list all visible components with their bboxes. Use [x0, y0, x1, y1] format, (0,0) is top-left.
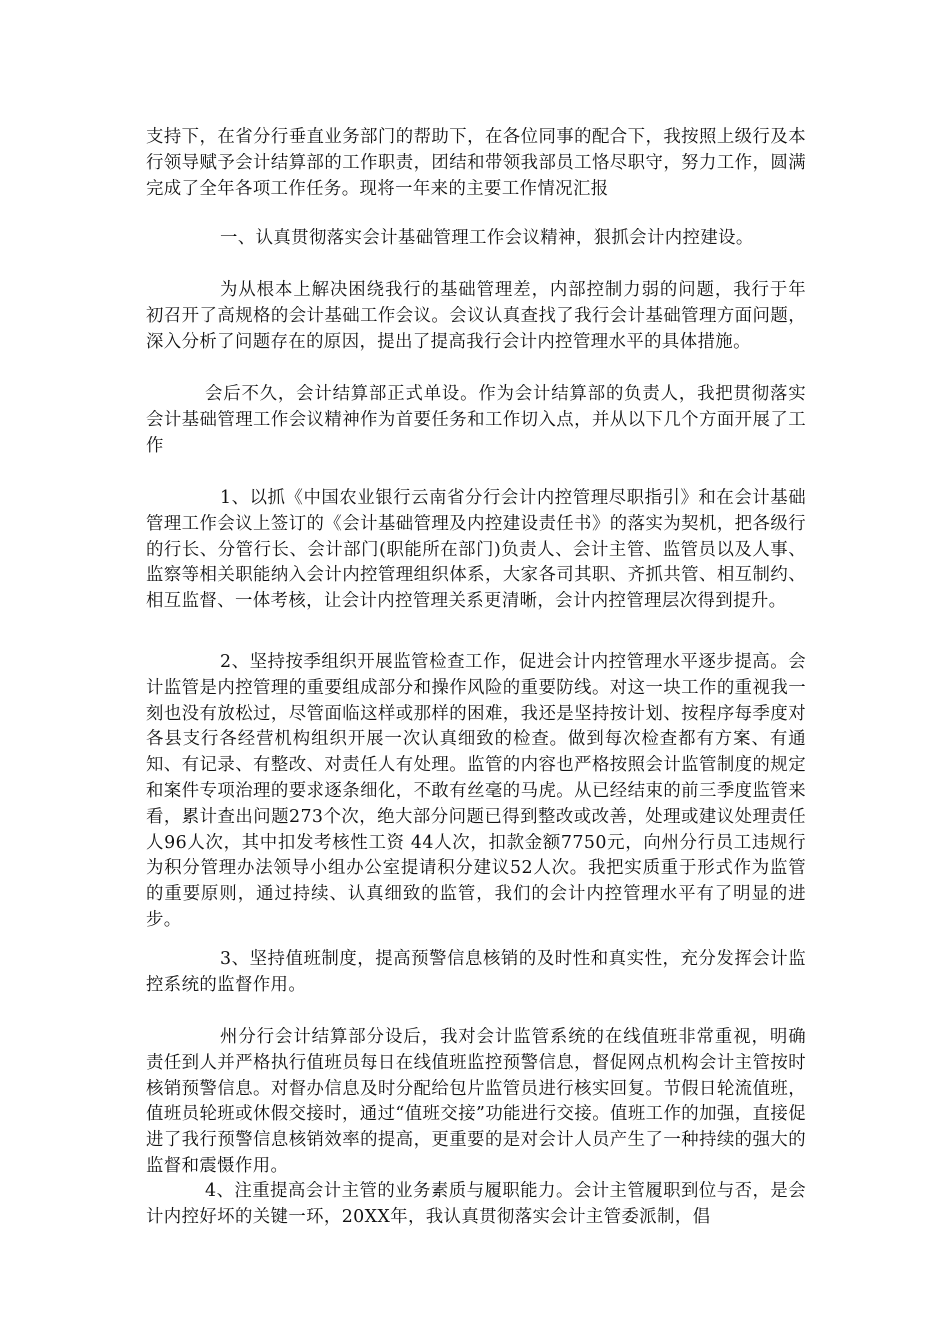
section-heading-1: 一、认真贯彻落实会计基础管理工作会议精神，狠抓会计内控建设。 [220, 228, 754, 248]
paragraph-meeting: 为从根本上解决困绕我行的基础管理差，内部控制力弱的问题，我行于年初召开了高规格的会计基础工作会议。会议认真查找了我行会计基础管理方面问题，深入分析了问题存在的原因，提出了提高我行会计内控管理水平的具体措施。 [146, 280, 806, 352]
paragraph-item-3: 3、坚持值班制度，提高预警信息核销的及时性和真实性，充分发挥会计监控系统的监督作用。 [146, 949, 806, 995]
paragraph-item-1: 1、以抓《中国农业银行云南省分行会计内控管理尽职指引》和在会计基础管理工作会议上签订的《会计基础管理及内控建设责任书》的落实为契机，把各级行的行长、分管行长、会计部门(职能所在部门)负责人、会计主管、监管员以及人事、监察等相关职能纳入会计内控管理组织体系，大家各司其职、齐抓共管、相互制约、相互监督、一体考核，让会计内控管理关系更清晰，会计内控管理层次得到提升。 [146, 488, 806, 612]
paragraph-item-2: 2、坚持按季组织开展监管检查工作，促进会计内控管理水平逐步提高。会计监管是内控管理的重要组成部分和操作风险的重要防线。对这一块工作的重视我一刻也没有放松过，尽管面临这样或那样的困难，我还是坚持按计划、按程序每季度对各县支行各经营机构组织开展一次认真细致的检查。做到每次检查都有方案、有通知、有记录、有整改、对责任人有处理。监管的内容也严格按照会计监管制度的规定和案件专项治理的要求逐条细化，不敢有丝毫的马虎。从已经结束的前三季度监管来看，累计查出问题273个次，绝大部分问题已得到整改或改善，处理或建议处理责任人96人次，其中扣发考核性工资 44人次，扣款金额7750元，向州分行员工违规行为积分管理办法领导小组办公室提请积分建议52人次。我把实质重于形式作为监管的重要原则，通过持续、认真细致的监管，我们的会计内控管理水平有了明显的进步。 [146, 652, 806, 930]
paragraph-intro: 支持下，在省分行垂直业务部门的帮助下，在各位同事的配合下，我按照上级行及本行领导赋予会计结算部的工作职责，团结和带领我部员工恪尽职守，努力工作，圆满完成了全年各项工作任务。现将一年来的主要工作情况汇报 [146, 127, 806, 199]
paragraph-department: 会后不久，会计结算部正式单设。作为会计结算部的负责人，我把贯彻落实会计基础管理工作会议精神作为首要任务和工作切入点，并从以下几个方面开展了工作 [146, 384, 806, 456]
paragraph-item-4: 4、注重提高会计主管的业务素质与履职能力。会计主管履职到位与否，是会计内控好坏的关键一环，20XX年，我认真贯彻落实会计主管委派制，倡 [146, 1181, 806, 1227]
paragraph-duty: 州分行会计结算部分设后，我对会计监管系统的在线值班非常重视，明确责任到人并严格执行值班员每日在线值班监控预警信息，督促网点机构会计主管按时核销预警信息。对督办信息及时分配给包片监管员进行核实回复。节假日轮流值班，值班员轮班或休假交接时，通过“值班交接”功能进行交接。值班工作的加强，直接促进了我行预警信息核销效率的提高，更重要的是对会计人员产生了一种持续的强大的监督和震慑作用。 [146, 1027, 806, 1176]
